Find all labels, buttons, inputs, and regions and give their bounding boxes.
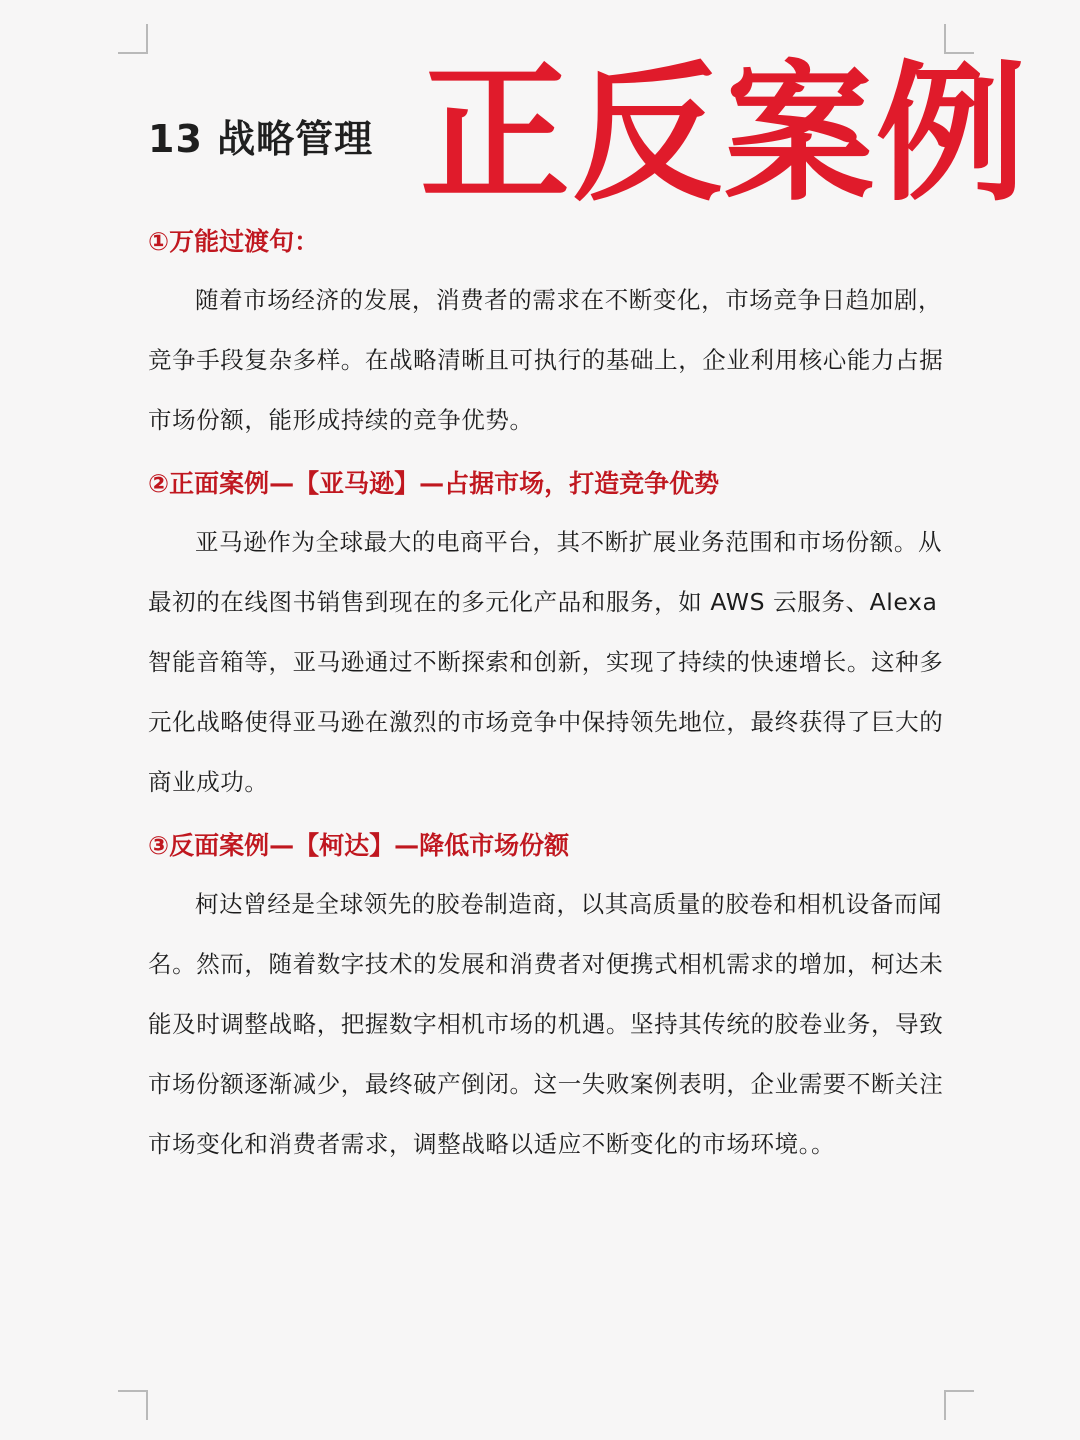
section-paragraph: 亚马逊作为全球最大的电商平台，其不断扩展业务范围和市场份额。从最初的在线图书销售到现在的多元化产品和服务，如 AWS 云服务、Alexa 智能音箱等，亚马逊通过不断探索和创新，实现了持续的快速增长。这种多元化战略使得亚马逊在激烈的市场竞争中保持领先地位，最终获得了巨大的商业成功。 [148, 528, 944, 796]
corner-mark-bottom-left [118, 1390, 148, 1420]
section-heading: ③反面案例—【柯达】—降低市场份额 [148, 831, 570, 860]
section-paragraph: 柯达曾经是全球领先的胶卷制造商，以其高质量的胶卷和相机设备而闻名。然而，随着数字技术的发展和消费者对便携式相机需求的增加，柯达未能及时调整战略，把握数字相机市场的机遇。坚持其传统的胶卷业务，导致市场份额逐渐减少，最终破产倒闭。这一失败案例表明，企业需要不断关注市场变化和消费者需求，调整战略以适应不断变化的市场环境。。 [148, 890, 944, 1158]
section-positive-case [148, 462, 944, 812]
corner-mark-bottom-right [944, 1390, 974, 1420]
banner-title: 正反案例 [420, 48, 1029, 222]
section-heading: ②正面案例—【亚马逊】—占据市场，打造竞争优势 [148, 469, 720, 498]
section-negative-case [148, 824, 944, 1174]
section-transition-sentence [148, 220, 944, 450]
document-content [148, 220, 944, 1186]
section-heading: ①万能过渡句： [148, 227, 320, 256]
corner-mark-top-left [118, 24, 148, 54]
section-paragraph: 随着市场经济的发展，消费者的需求在不断变化，市场竞争日趋加剧，竞争手段复杂多样。在战略清晰且可执行的基础上，企业利用核心能力占据市场份额，能形成持续的竞争优势。 [148, 286, 944, 434]
document-title: 13 战略管理 [148, 117, 374, 161]
